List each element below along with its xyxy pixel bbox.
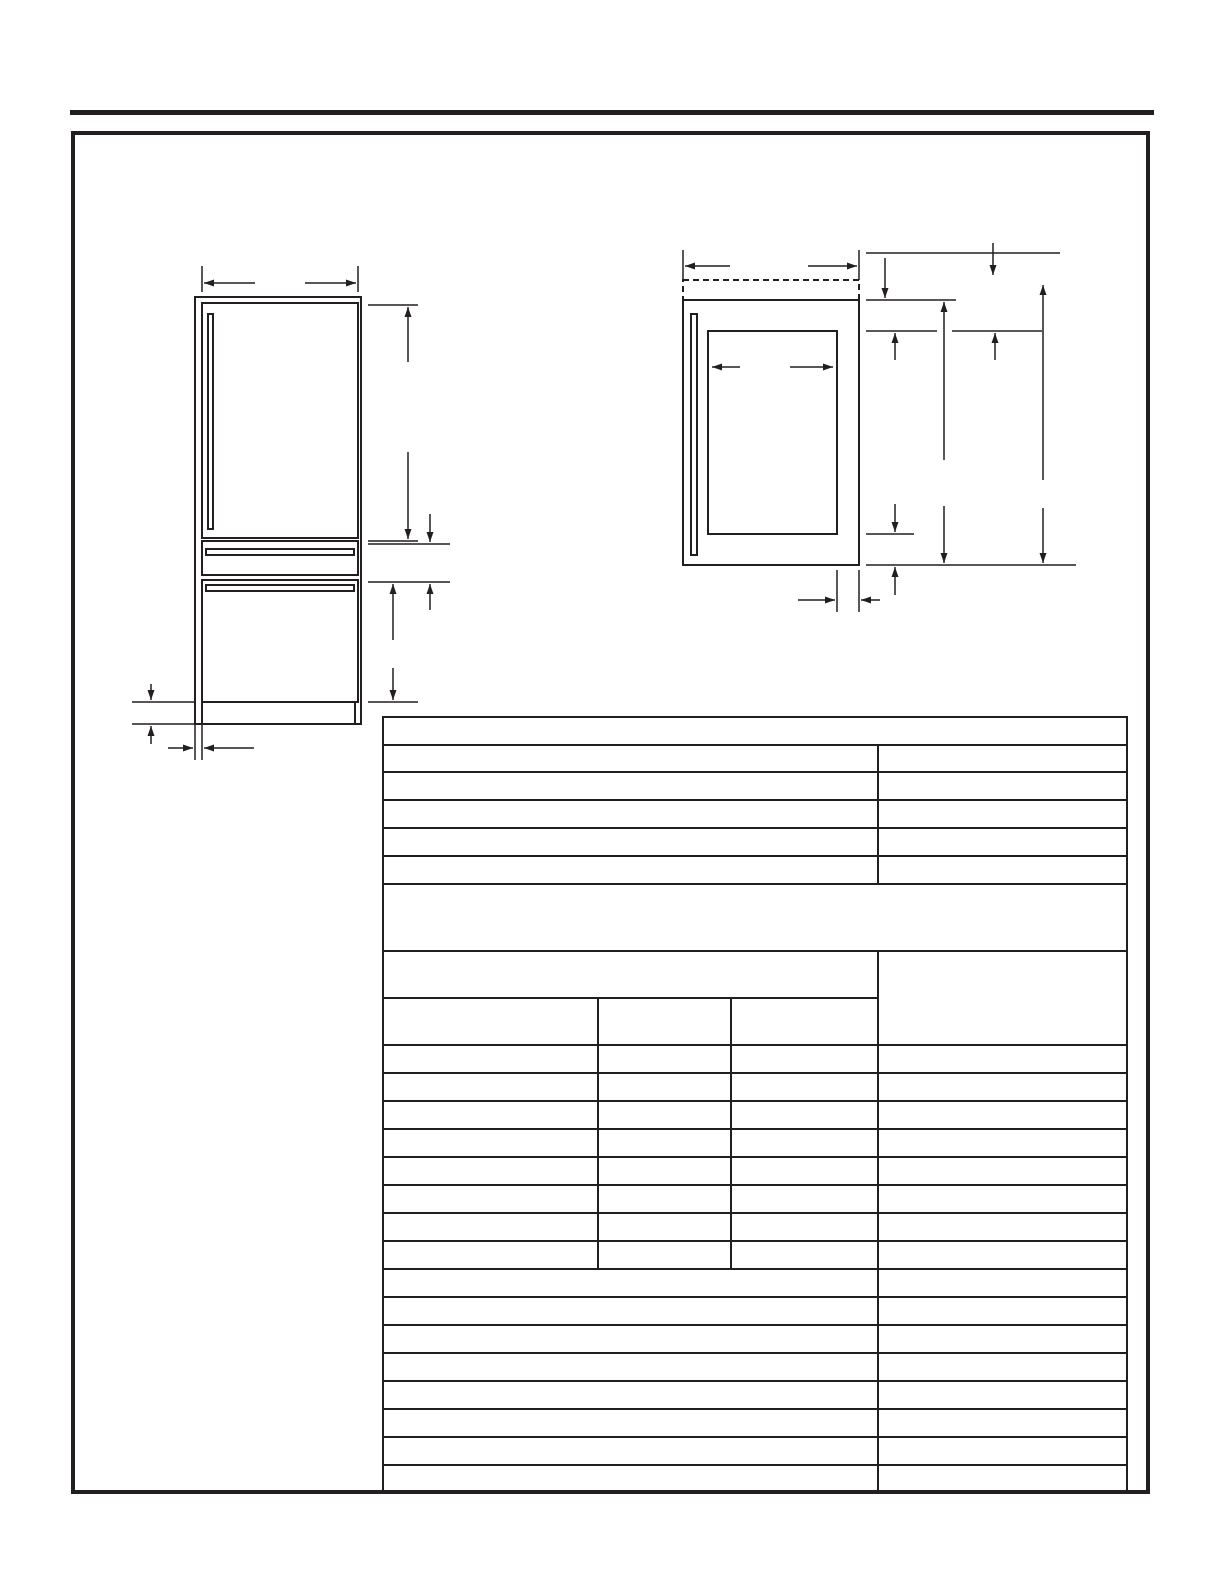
cell (598, 1073, 731, 1101)
cell (598, 1185, 731, 1213)
table-row (383, 772, 1127, 800)
row-label (383, 745, 878, 772)
table-row (383, 1185, 1127, 1213)
table-row (383, 1101, 1127, 1129)
front-view (195, 297, 361, 724)
table-row (383, 1409, 1127, 1437)
table-row (383, 800, 1127, 828)
cell (383, 1241, 598, 1269)
table-row (383, 856, 1127, 884)
cell (878, 1101, 1127, 1129)
row-label (383, 828, 878, 856)
table-row (383, 1437, 1127, 1465)
row-value (878, 1437, 1127, 1465)
cell (731, 1045, 878, 1073)
panel-top-dashed (683, 280, 859, 300)
panel-handle (691, 314, 697, 555)
table-row (383, 1045, 1127, 1073)
cell (383, 1101, 598, 1129)
table-row (383, 1381, 1127, 1409)
note-cell (383, 884, 1127, 951)
row-label (383, 1325, 878, 1353)
cell (383, 1129, 598, 1157)
table-row (383, 1325, 1127, 1353)
cell (731, 1073, 878, 1101)
cell (731, 1157, 878, 1185)
cell (878, 1045, 1127, 1073)
row-label (383, 800, 878, 828)
panel-inset (708, 331, 837, 534)
middle-drawer-handle (206, 549, 354, 555)
refrigerator-door (202, 303, 358, 538)
cell (731, 1129, 878, 1157)
cell (731, 1241, 878, 1269)
cell (731, 1213, 878, 1241)
front-view-dimensions (132, 266, 450, 760)
subheader-cell (731, 998, 878, 1045)
door-handle (208, 314, 213, 529)
group-value-header-cell (878, 951, 1127, 1045)
row-value (878, 1297, 1127, 1325)
cell (878, 1213, 1127, 1241)
freezer-drawer (202, 580, 358, 702)
cell (383, 1073, 598, 1101)
table-header-row (383, 717, 1127, 745)
table-row (383, 1213, 1127, 1241)
table-row (383, 1465, 1127, 1493)
cell (598, 1213, 731, 1241)
spec-table (382, 716, 1128, 1494)
table-row (383, 1129, 1127, 1157)
freezer-drawer-handle (206, 585, 354, 591)
row-value (878, 1325, 1127, 1353)
subheader-cell (598, 998, 731, 1045)
table-row (383, 1297, 1127, 1325)
cell (383, 1213, 598, 1241)
row-value (878, 1353, 1127, 1381)
table-note-row (383, 884, 1127, 951)
cell (598, 1241, 731, 1269)
cell (731, 1101, 878, 1129)
group-header-cell (383, 951, 878, 998)
cell (383, 1185, 598, 1213)
row-label (383, 1465, 878, 1493)
cell (383, 1157, 598, 1185)
row-value (878, 1465, 1127, 1493)
row-label (383, 772, 878, 800)
cell (878, 1241, 1127, 1269)
cell (878, 1157, 1127, 1185)
table-row (383, 745, 1127, 772)
row-value (878, 828, 1127, 856)
table-row (383, 1157, 1127, 1185)
cell (598, 1157, 731, 1185)
table-row (383, 1241, 1127, 1269)
table-row (383, 828, 1127, 856)
row-label (383, 1437, 878, 1465)
cabinet-outline (195, 297, 361, 724)
door-panel-view (683, 280, 859, 565)
row-value (878, 772, 1127, 800)
cell (598, 1129, 731, 1157)
row-value (878, 1269, 1127, 1297)
row-value (878, 800, 1127, 828)
table-group-header-row (383, 951, 1127, 998)
subheader-cell (383, 998, 598, 1045)
cell (878, 1129, 1127, 1157)
table-row (383, 1073, 1127, 1101)
row-value (878, 856, 1127, 884)
cell (598, 1101, 731, 1129)
row-value (878, 1381, 1127, 1409)
middle-drawer (202, 541, 358, 575)
table-row (383, 1269, 1127, 1297)
table-row (383, 1353, 1127, 1381)
door-panel-dimensions (683, 243, 1076, 612)
cell (731, 1185, 878, 1213)
row-value (878, 745, 1127, 772)
cell (598, 1045, 731, 1073)
row-value (878, 1409, 1127, 1437)
cell (383, 1045, 598, 1073)
row-label (383, 1409, 878, 1437)
cell (878, 1073, 1127, 1101)
table-header-cell (383, 717, 1127, 745)
row-label (383, 1353, 878, 1381)
row-label (383, 1381, 878, 1409)
door-panel-outline (683, 300, 859, 565)
row-label (383, 1297, 878, 1325)
row-label (383, 1269, 878, 1297)
row-label (383, 856, 878, 884)
cell (878, 1185, 1127, 1213)
